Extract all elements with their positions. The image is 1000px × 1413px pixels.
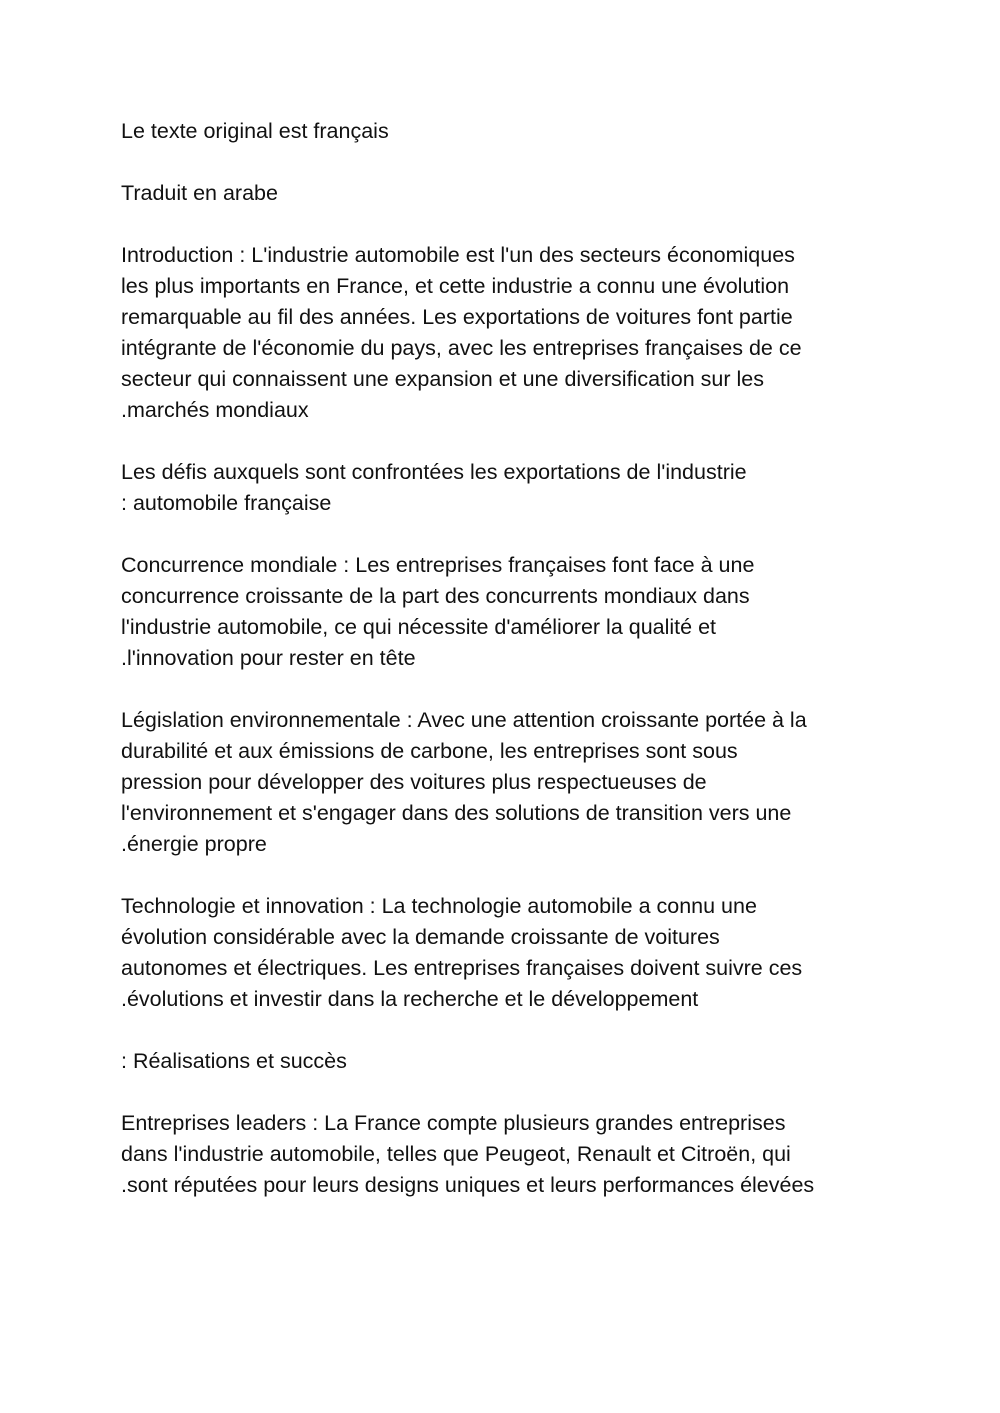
- text-line: Concurrence mondiale : Les entreprises françaises font face à une: [121, 553, 755, 577]
- heading-achievements: [121, 1046, 901, 1077]
- text-line: Le texte original est français: [121, 119, 389, 143]
- text-line: l'industrie automobile, ce qui nécessite d'améliorer la qualité et: [121, 615, 717, 639]
- text-line: autonomes et électriques. Les entreprises françaises doivent suivre ces: [121, 956, 803, 980]
- text-line: .évolutions et investir dans la recherche et le développement: [121, 987, 699, 1011]
- text-line: dans l'industrie automobile, telles que Peugeot, Renault et Citroën, qui: [121, 1142, 791, 1166]
- text-line: durabilité et aux émissions de carbone, les entreprises sont sous: [121, 739, 738, 763]
- paragraph-technology-innovation: [121, 891, 901, 1015]
- text-line: secteur qui connaissent une expansion et une diversification sur les: [121, 367, 764, 391]
- text-line: .énergie propre: [121, 832, 267, 856]
- text-line: concurrence croissante de la part des concurrents mondiaux dans: [121, 584, 750, 608]
- text-line: évolution considérable avec la demande croissante de voitures: [121, 925, 720, 949]
- paragraph-environmental-legislation: [121, 705, 901, 860]
- text-line: .sont réputées pour leurs designs uniques et leurs performances élevées: [121, 1173, 815, 1197]
- text-line: Technologie et innovation : La technologie automobile a connu une: [121, 894, 757, 918]
- text-line: Introduction : L'industrie automobile est l'un des secteurs économiques: [121, 243, 795, 267]
- heading-challenges: [121, 457, 901, 519]
- text-line: l'environnement et s'engager dans des solutions de transition vers une: [121, 801, 792, 825]
- note-translation: [121, 178, 901, 209]
- text-line: remarquable au fil des années. Les exportations de voitures font partie: [121, 305, 793, 329]
- note-original-language: [121, 116, 901, 147]
- text-line: : Réalisations et succès: [121, 1049, 347, 1073]
- text-line: intégrante de l'économie du pays, avec les entreprises françaises de ce: [121, 336, 802, 360]
- document-body: [121, 116, 901, 1232]
- text-line: .marchés mondiaux: [121, 398, 309, 422]
- text-line: Législation environnementale : Avec une attention croissante portée à la: [121, 708, 807, 732]
- text-line: .l'innovation pour rester en tête: [121, 646, 416, 670]
- paragraph-global-competition: [121, 550, 901, 674]
- text-line: les plus importants en France, et cette industrie a connu une évolution: [121, 274, 790, 298]
- text-line: Traduit en arabe: [121, 181, 278, 205]
- paragraph-introduction: [121, 240, 901, 426]
- text-line: Entreprises leaders : La France compte plusieurs grandes entreprises: [121, 1111, 786, 1135]
- paragraph-leading-companies: [121, 1108, 901, 1201]
- text-line: pression pour développer des voitures plus respectueuses de: [121, 770, 707, 794]
- text-line: : automobile française: [121, 491, 332, 515]
- text-line: Les défis auxquels sont confrontées les exportations de l'industrie: [121, 460, 747, 484]
